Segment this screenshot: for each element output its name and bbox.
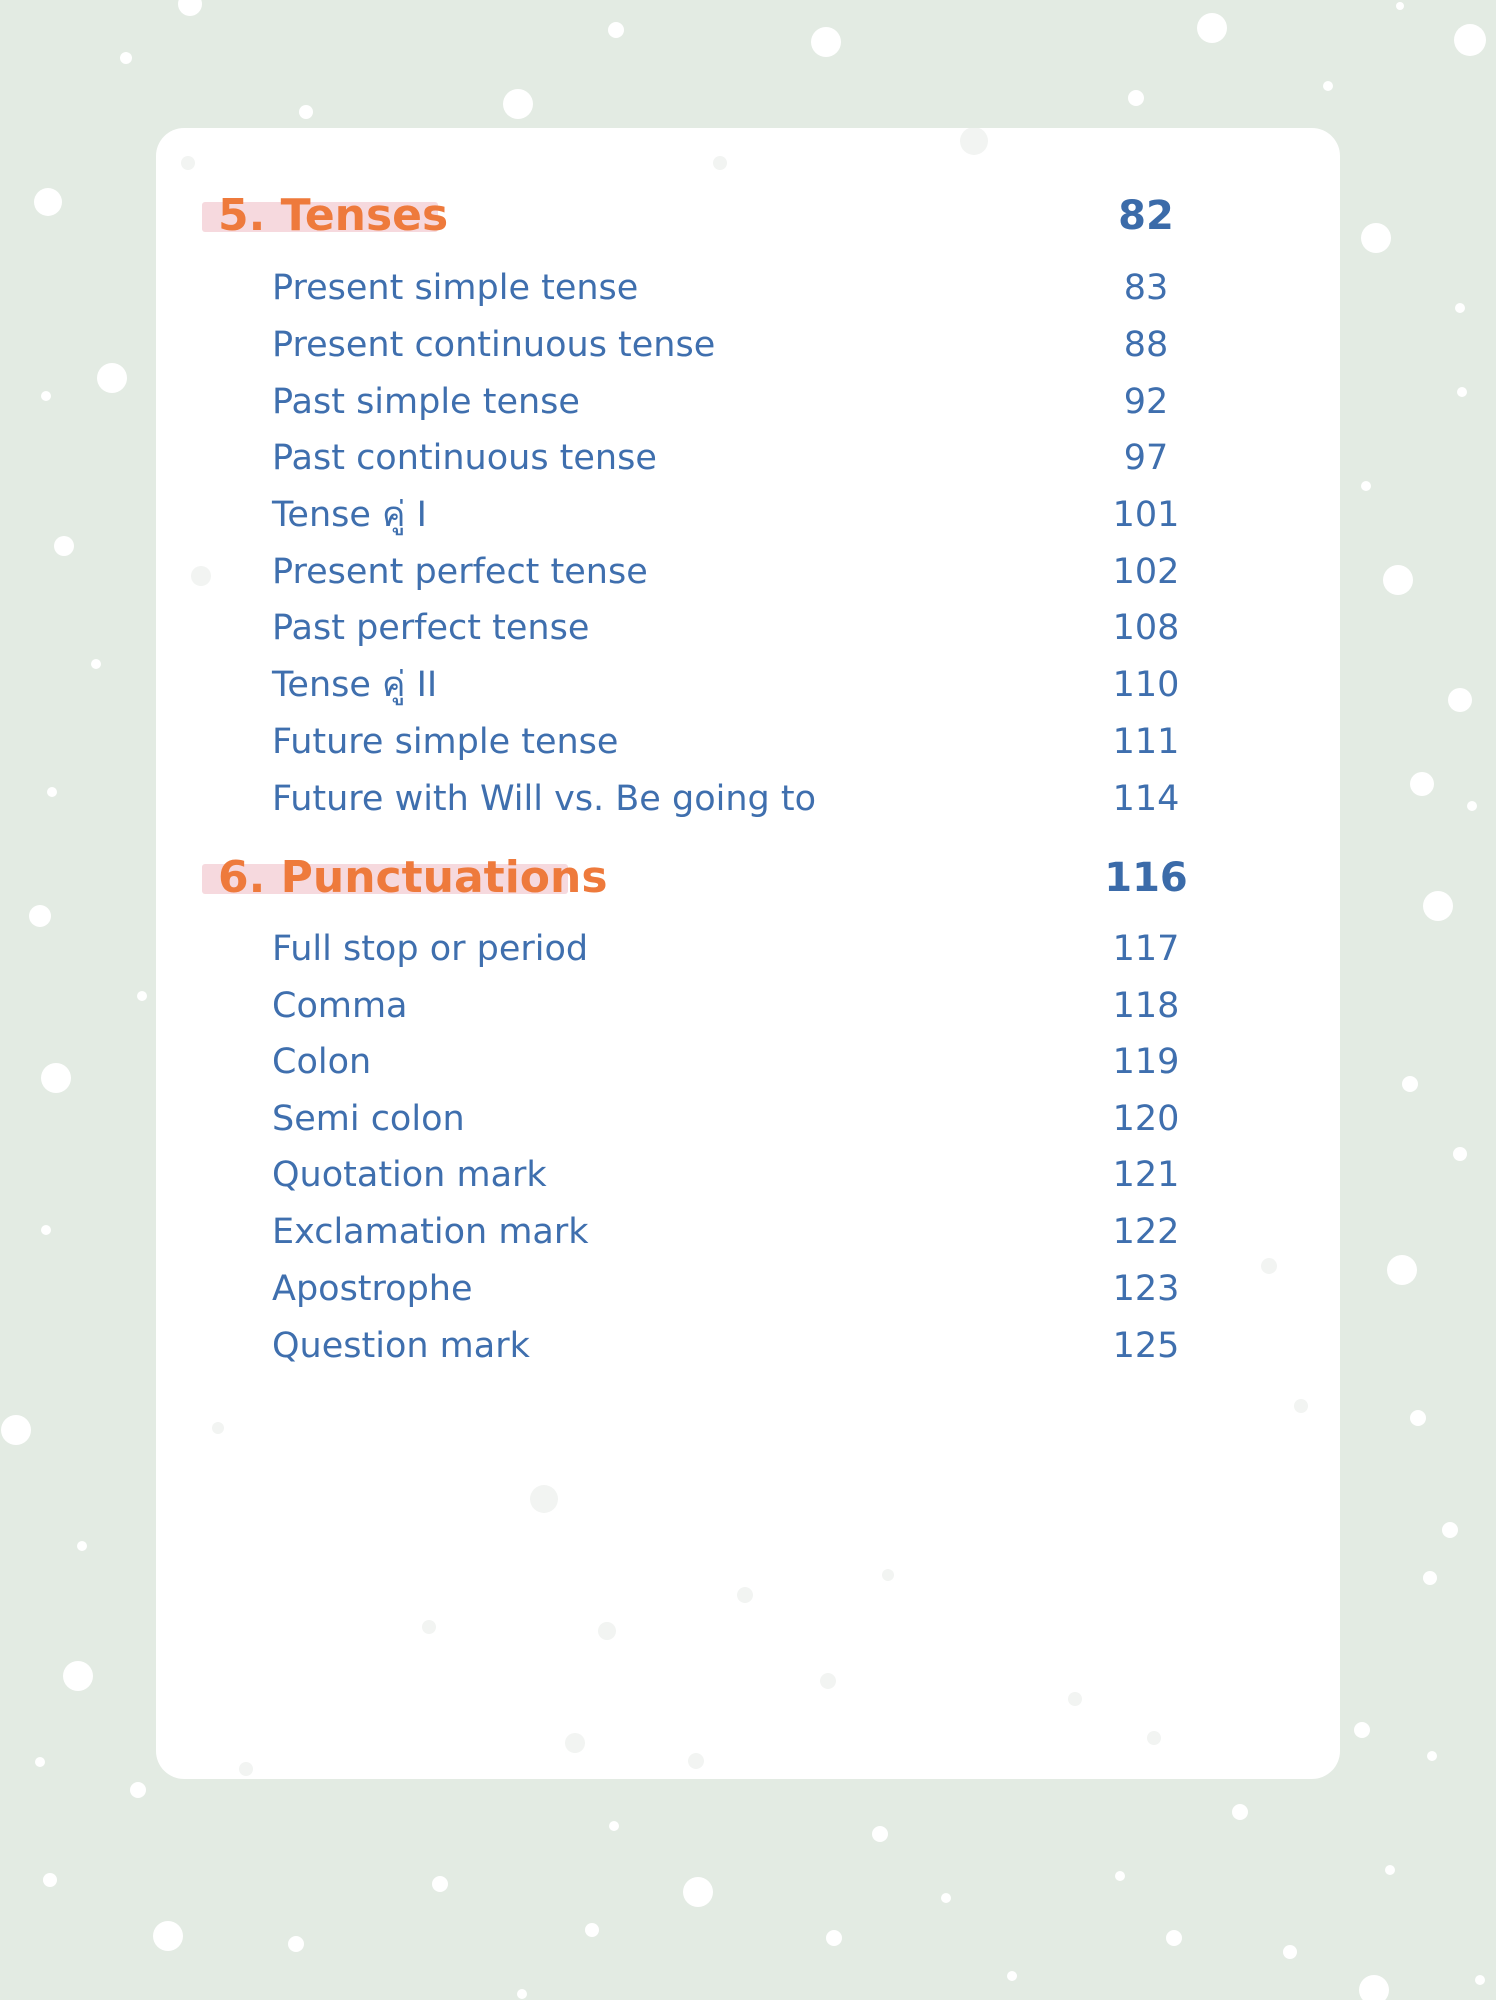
section-heading-punctuations[interactable] xyxy=(156,848,1340,908)
toc-entry-label: Past perfect tense xyxy=(272,608,590,648)
toc-entry[interactable] xyxy=(156,374,1340,430)
toc-entry[interactable] xyxy=(156,1318,1340,1374)
toc-entry[interactable] xyxy=(156,921,1340,977)
toc-entry-label: Future simple tense xyxy=(272,722,619,762)
toc-entry-page: 114 xyxy=(1112,779,1180,819)
toc-entry-label: Past simple tense xyxy=(272,382,580,422)
toc-entry-page: 108 xyxy=(1112,608,1180,648)
toc-entry-page: 110 xyxy=(1112,665,1180,705)
toc-entry-label: Colon xyxy=(272,1042,372,1082)
toc-entry-label: Semi colon xyxy=(272,1099,465,1139)
toc-entry-page: 117 xyxy=(1112,929,1180,969)
toc-entry[interactable] xyxy=(156,1091,1340,1147)
toc-entry-page: 123 xyxy=(1112,1269,1180,1309)
toc-entry-page: 121 xyxy=(1112,1155,1180,1195)
toc-entry-label: Comma xyxy=(272,986,408,1026)
toc-entry[interactable] xyxy=(156,1147,1340,1203)
toc-entry-page: 92 xyxy=(1123,382,1169,422)
toc-entry[interactable] xyxy=(156,430,1340,486)
toc-entry[interactable] xyxy=(156,1261,1340,1317)
toc-entry-page: 120 xyxy=(1112,1099,1180,1139)
section-title: 5. Tenses xyxy=(218,190,449,241)
toc-entry-label: Future with Will vs. Be going to xyxy=(272,779,816,819)
toc-entry-label: Past continuous tense xyxy=(272,438,657,478)
toc-entry-page: 97 xyxy=(1123,438,1169,478)
section-heading-tenses[interactable] xyxy=(156,186,1340,246)
toc-entry-label: Tense คู่ II xyxy=(272,665,438,705)
toc-entry-page: 88 xyxy=(1123,325,1169,365)
toc-entry[interactable] xyxy=(156,1034,1340,1090)
toc-entry-page: 118 xyxy=(1112,986,1180,1026)
toc-entry-page: 102 xyxy=(1112,552,1180,592)
toc-entry-label: Quotation mark xyxy=(272,1155,547,1195)
toc-entry[interactable] xyxy=(156,1204,1340,1260)
toc-entry-label: Full stop or period xyxy=(272,929,589,969)
section-page-number: 116 xyxy=(1104,855,1188,901)
toc-entry-page: 125 xyxy=(1112,1326,1180,1366)
toc-entry-label: Apostrophe xyxy=(272,1269,473,1309)
toc-entry-label: Tense คู่ I xyxy=(272,495,427,535)
toc-entry[interactable] xyxy=(156,317,1340,373)
toc-entry-page: 111 xyxy=(1112,722,1180,762)
table-of-contents-card xyxy=(156,128,1340,1779)
toc-entry[interactable] xyxy=(156,771,1340,827)
toc-entry[interactable] xyxy=(156,600,1340,656)
toc-entry-label: Present simple tense xyxy=(272,268,639,308)
toc-entry[interactable] xyxy=(156,714,1340,770)
toc-entry-label: Question mark xyxy=(272,1326,530,1366)
toc-entry[interactable] xyxy=(156,544,1340,600)
toc-entry-page: 119 xyxy=(1112,1042,1180,1082)
section-title: 6. Punctuations xyxy=(218,852,608,903)
toc-entry-page: 101 xyxy=(1112,495,1180,535)
toc-entry-label: Exclamation mark xyxy=(272,1212,589,1252)
toc-entry[interactable] xyxy=(156,978,1340,1034)
toc-entry-label: Present perfect tense xyxy=(272,552,648,592)
toc-entry[interactable] xyxy=(156,657,1340,713)
toc-entry-label: Present continuous tense xyxy=(272,325,716,365)
section-page-number: 82 xyxy=(1118,193,1174,239)
toc-entry[interactable] xyxy=(156,487,1340,543)
toc-entry-page: 83 xyxy=(1123,268,1169,308)
toc-entry-page: 122 xyxy=(1112,1212,1180,1252)
toc-entry[interactable] xyxy=(156,260,1340,316)
